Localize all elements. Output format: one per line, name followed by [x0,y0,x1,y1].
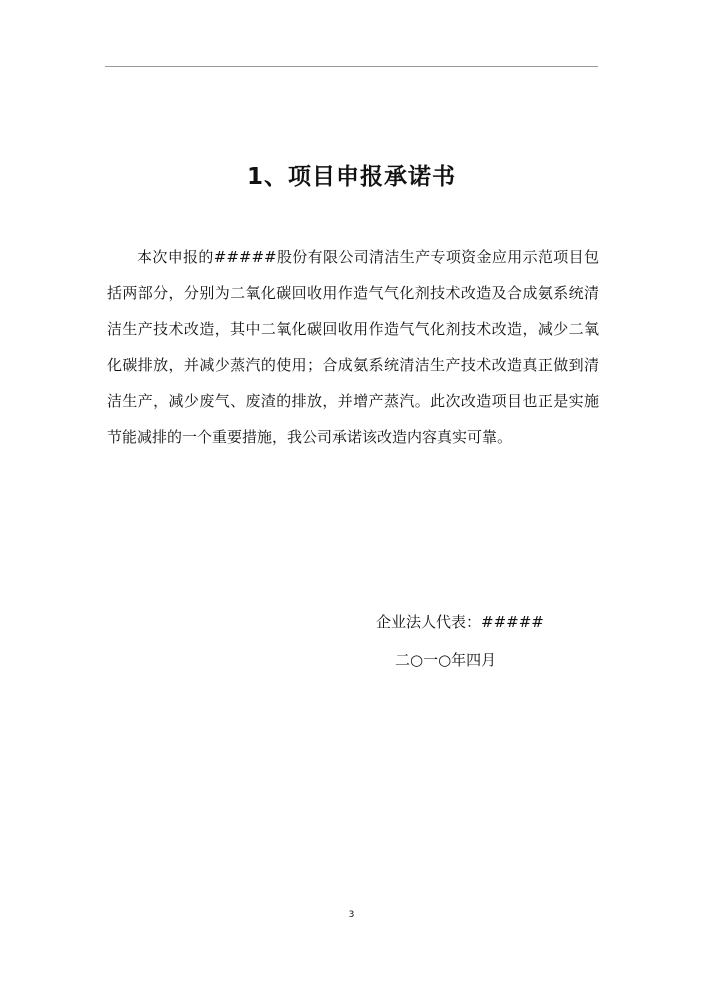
header-rule [105,66,598,67]
page-title: 1、项目申报承诺书 [246,164,456,191]
commitment-paragraph: 本次申报的#####股份有限公司清洁生产专项资金应用示范项目包括两部分，分别为二氧化碳回收用作造气气化剂技术改造及合成氨系统清洁生产技术改造，其中二氧化碳回收用作造气气化剂技术改造，减少二氧化碳排放，并减少蒸汽的使用；合成氨系统清洁生产技术改造真正做到清洁生产，减少废气、废渣的排放，并增产蒸汽。此次改造项目也正是实施节能减排的一个重要措施，我公司承诺该改造内容真实可靠。 [107,248,599,446]
legal-representative-signature: 企业法人代表：##### [376,613,544,631]
document-date: 二○一○年四月 [395,651,497,669]
page-number: 3 [348,910,355,920]
